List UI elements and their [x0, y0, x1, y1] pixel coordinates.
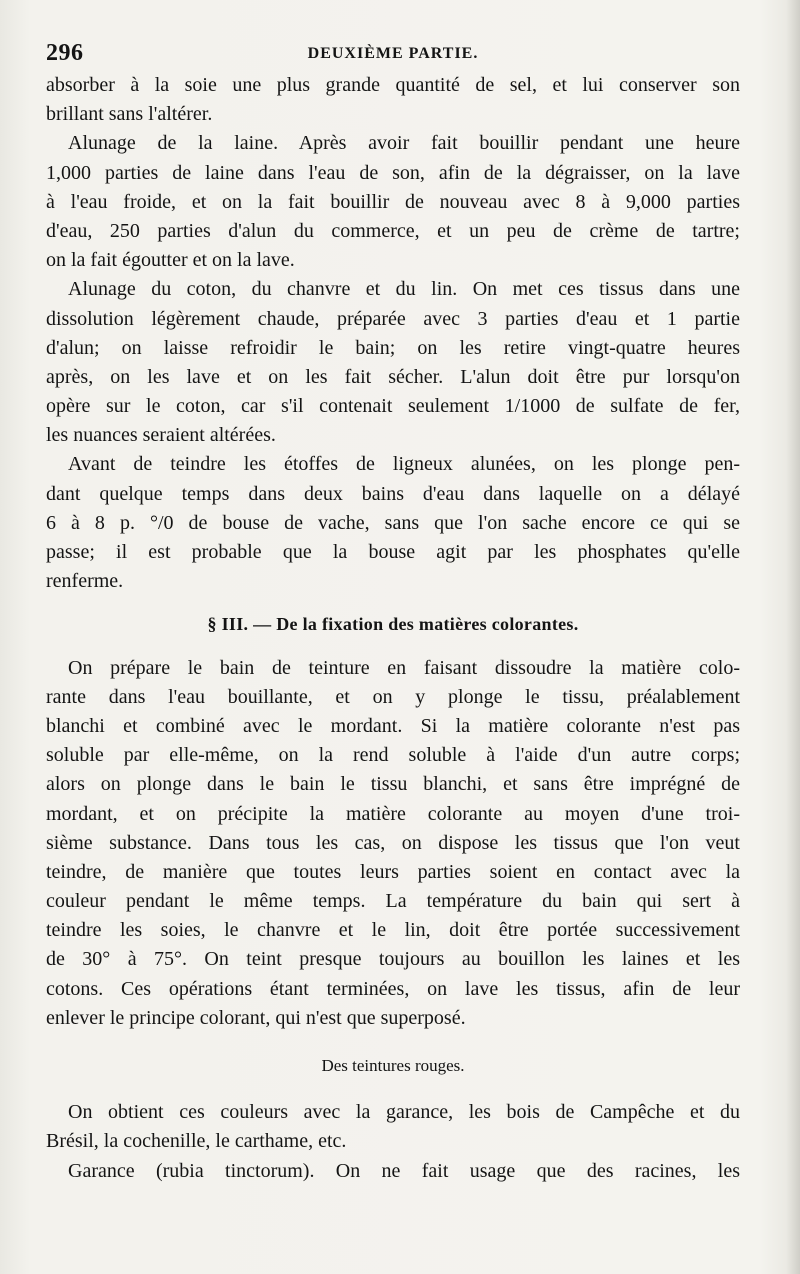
text-line: renferme. [46, 570, 124, 593]
text-line: alors on plonge dans le bain le tissu blanchi, et sans être imprégné de [46, 773, 740, 796]
paragraph-bain-de-teinture: On prépare le bain de teinture en faisant dissoudre la matière colo- [68, 656, 740, 679]
paragraph-couleurs-rouges: On obtient ces couleurs avec la garance, les bois de Campêche et du [68, 1101, 740, 1124]
text-line: Brésil, la cochenille, le carthame, etc. [46, 1130, 347, 1153]
text-line: blanchi et combiné avec le mordant. Si la matière colorante n'est pas [46, 714, 740, 737]
text-line: enlever le principe colorant, qui n'est que superposé. [46, 1006, 466, 1029]
page-header [46, 40, 740, 72]
running-head: DEUXIÈME PARTIE. [307, 45, 479, 62]
text-line: de 30° à 75°. On teint presque toujours au bouillon les laines et les [46, 948, 740, 971]
body-text [46, 71, 740, 1186]
text-line: dant quelque temps dans deux bains d'eau dans laquelle on a délayé [46, 482, 740, 505]
text-line: 1,000 parties de laine dans l'eau de son, afin de la dégraisser, on la lave [46, 161, 740, 184]
text-line: à l'eau froide, et on la fait bouillir de nouveau avec 8 à 9,000 parties [46, 190, 740, 213]
text-line: opère sur le coton, car s'il contenait seulement 1/1000 de sulfate de fer, [46, 395, 740, 418]
page-number: 296 [46, 40, 84, 66]
page-edge-shadow [786, 0, 800, 1274]
text-line: brillant sans l'altérer. [46, 103, 213, 126]
text-line: couleur pendant le même temps. La température du bain qui sert à [46, 890, 740, 913]
text-line: d'alun; on laisse refroidir le bain; on les retire vingt-quatre heures [46, 336, 740, 359]
text-line: rante dans l'eau bouillante, et on y plonge le tissu, préalablement [46, 685, 740, 708]
paragraph-alunage-laine: Alunage de la laine. Après avoir fait bouillir pendant une heure [68, 132, 740, 155]
text-line: 6 à 8 p. °/0 de bouse de vache, sans que l'on sache encore ce qui se [46, 511, 740, 534]
text-line: on la fait égoutter et on la lave. [46, 249, 295, 272]
paragraph-garance: Garance (rubia tinctorum). On ne fait usage que des racines, les [68, 1159, 740, 1182]
paragraph-alunage-coton: Alunage du coton, du chanvre et du lin. On met ces tissus dans une [68, 278, 740, 301]
text-line: absorber à la soie une plus grande quantité de sel, et lui conserver son [46, 74, 740, 96]
text-line: après, on les lave et on les fait sécher. L'alun doit être pur lorsqu'on [46, 365, 740, 388]
text-line: teindre, de manière que toutes leurs parties soient en contact avec la [46, 860, 740, 883]
text-line: les nuances seraient altérées. [46, 424, 276, 447]
text-line: sième substance. Dans tous les cas, on dispose les tissus que l'on veut [46, 831, 740, 854]
text-line: soluble par elle-même, on la rend soluble à l'aide d'un autre corps; [46, 744, 740, 767]
text-line: dissolution légèrement chaude, préparée avec 3 parties d'eau et 1 partie [46, 307, 740, 330]
section-heading: § III. — De la fixation des matières colorantes. [207, 614, 579, 635]
text-line: passe; il est probable que la bouse agit par les phosphates qu'elle [46, 541, 740, 563]
text-line: cotons. Ces opérations étant terminées, on lave les tissus, afin de leur [46, 977, 740, 1000]
text-line: d'eau, 250 parties d'alun du commerce, et un peu de crème de tartre; [46, 219, 740, 242]
text-line: mordant, et on précipite la matière colorante au moyen d'une troi- [46, 802, 740, 825]
paragraph-avant-de-teindre: Avant de teindre les étoffes de ligneux alunées, on les plonge pen- [68, 453, 740, 476]
text-line: teindre les soies, le chanvre et le lin, doit être portée successivement [46, 919, 740, 942]
subheading-teintures-rouges: Des teintures rouges. [321, 1056, 465, 1075]
